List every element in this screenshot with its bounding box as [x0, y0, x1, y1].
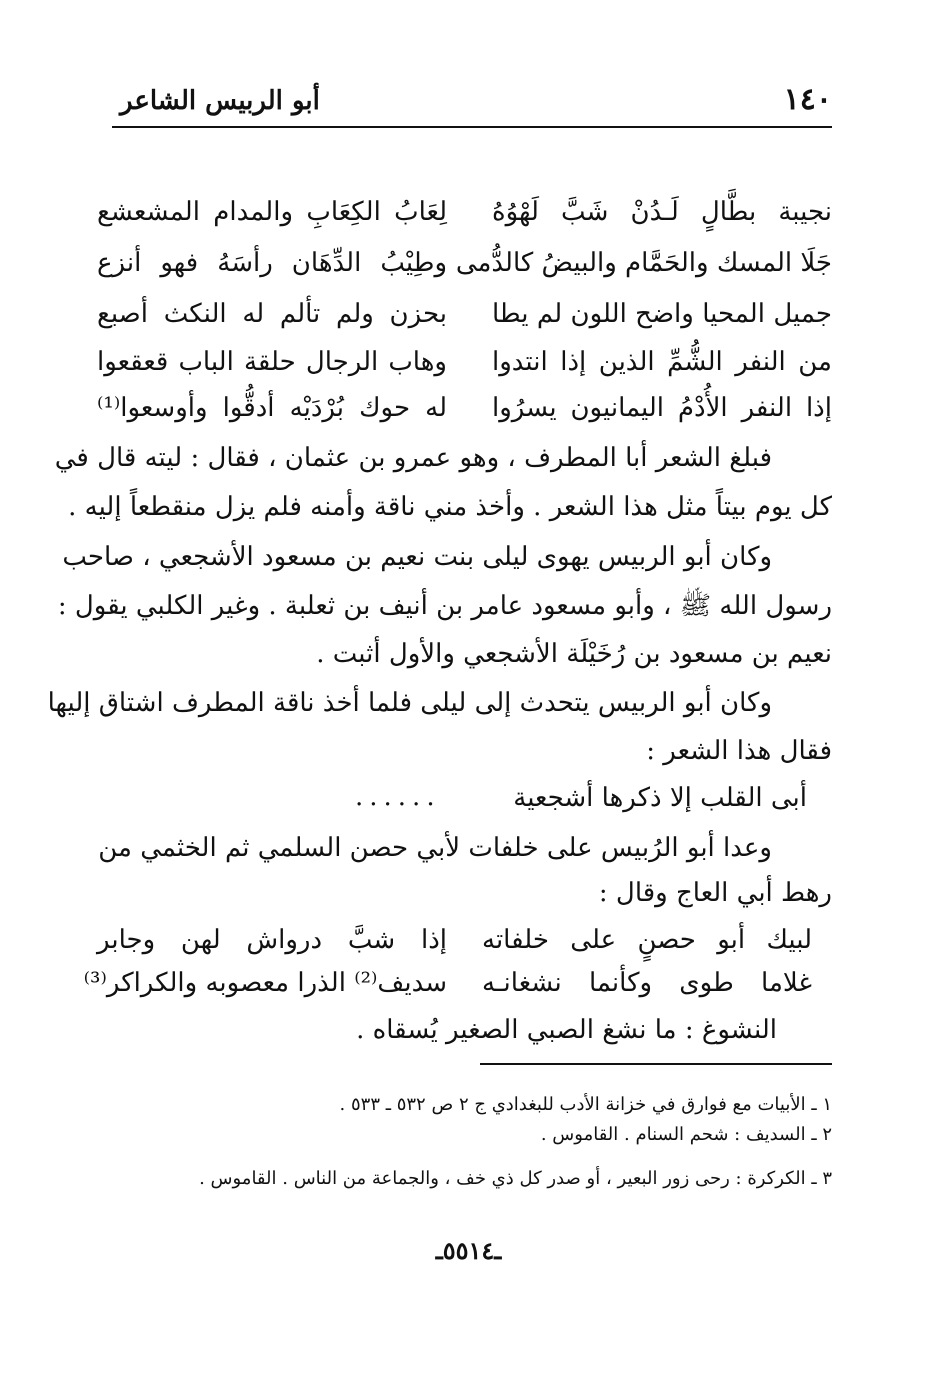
text-line: رهط أبي العاج وقال : [598, 878, 832, 908]
text-line: فبلغ الشعر أبا المطرف ، وهو عمرو بن عثمان ، فقال : ليته قال في [54, 443, 772, 473]
page-number: ١٤٠ [783, 82, 832, 117]
verse-hemistich: له حوك بُرْدَيْه أدقُّوا وأوسعوا⁽¹⁾ [97, 393, 447, 423]
text-line: وعدا أبو الرُبيس على خلفات لأبي حصن السلمي ثم الخثمي من [98, 833, 772, 863]
verse-hemistich: وهاب الرجال حلقة الباب قعقعوا [97, 347, 447, 377]
verse-hemistich: إذا النفر الأُدْمُ اليمانيون يسرُوا [492, 393, 832, 423]
verse-hemistich: إذا شبَّ درواش لهن وجابر [97, 925, 447, 955]
folio-number: ـ٥٥١٤ـ [435, 1236, 502, 1265]
gloss-line: النشوغ : ما نشغ الصبي الصغير يُسقاه . [356, 1015, 777, 1045]
text-line: كل يوم بيتاً مثل هذا الشعر . وأخذ مني ناقة وأمنه فلم يزل منقطعاً إليه . [68, 492, 832, 522]
verse-hemistich: نجيبة بطَّالٍ لَـدُنْ شَبَّ لَهْوُهُ [492, 197, 832, 227]
verse-hemistich: غلاما طوى وكأنما نشغانـه [482, 968, 812, 998]
verse-hemistich: من النفر الشُّمِّ الذين إذا انتدوا [492, 347, 832, 377]
page-header [112, 82, 832, 132]
footnote: ١ ـ الأبيات مع فوارق في خزانة الأدب للبغدادي ج ٢ ص ٥٣٢ ـ ٥٣٣ . [339, 1094, 832, 1115]
text-line: فقال هذا الشعر : [646, 736, 832, 766]
text-line: وكان أبو الربيس يهوى ليلى بنت نعيم بن مسعود الأشجعي ، صاحب [62, 542, 772, 572]
verse-single: أبى القلب إلا ذكرها أشجعية [513, 783, 807, 813]
verse-hemistich: لِعَابُ الكِعَابِ والمدام المشعشع [97, 197, 447, 227]
footnote: ٣ ـ الكركرة : رحى زور البعير ، أو صدر كل ذي خف ، والجماعة من الناس . القاموس . [199, 1168, 832, 1189]
header-rule [112, 126, 832, 128]
text-line: رسول الله ﷺ ، وأبو مسعود عامر بن أنيف بن ثعلبة . وغير الكلبي يقول : [57, 591, 832, 621]
running-title: أبو الربيس الشاعر [120, 86, 320, 116]
footnote: ٢ ـ السديف : شحم السنام . القاموس . [540, 1124, 832, 1145]
text-line: وكان أبو الربيس يتحدث إلى ليلى فلما أخذ ناقة المطرف اشتاق إليها [47, 688, 772, 718]
verse-hemistich: بحزن ولم تألم له النكث أصبع [97, 299, 447, 329]
verse-hemistich: جميل المحيا واضح اللون لم يطا [492, 299, 832, 329]
verse-hemistich: سديف⁽²⁾ الذرا معصوبه والكراكر⁽³⁾ [83, 968, 447, 998]
verse-ellipsis: ...... [355, 782, 441, 812]
verse-hemistich: وطِيْبُ الدِّهَان رأسَهُ فهو أنزع [97, 248, 447, 278]
verse-hemistich: جَلَا المسك والحَمَّام والبيضُ كالدُّمى [455, 248, 832, 278]
footnote-rule [480, 1063, 832, 1065]
text-line: نعيم بن مسعود بن رُخَيْلَة الأشجعي والأول أثبت . [316, 639, 832, 669]
verse-hemistich: لبيك أبو حصنٍ على خلفاته [482, 925, 812, 955]
